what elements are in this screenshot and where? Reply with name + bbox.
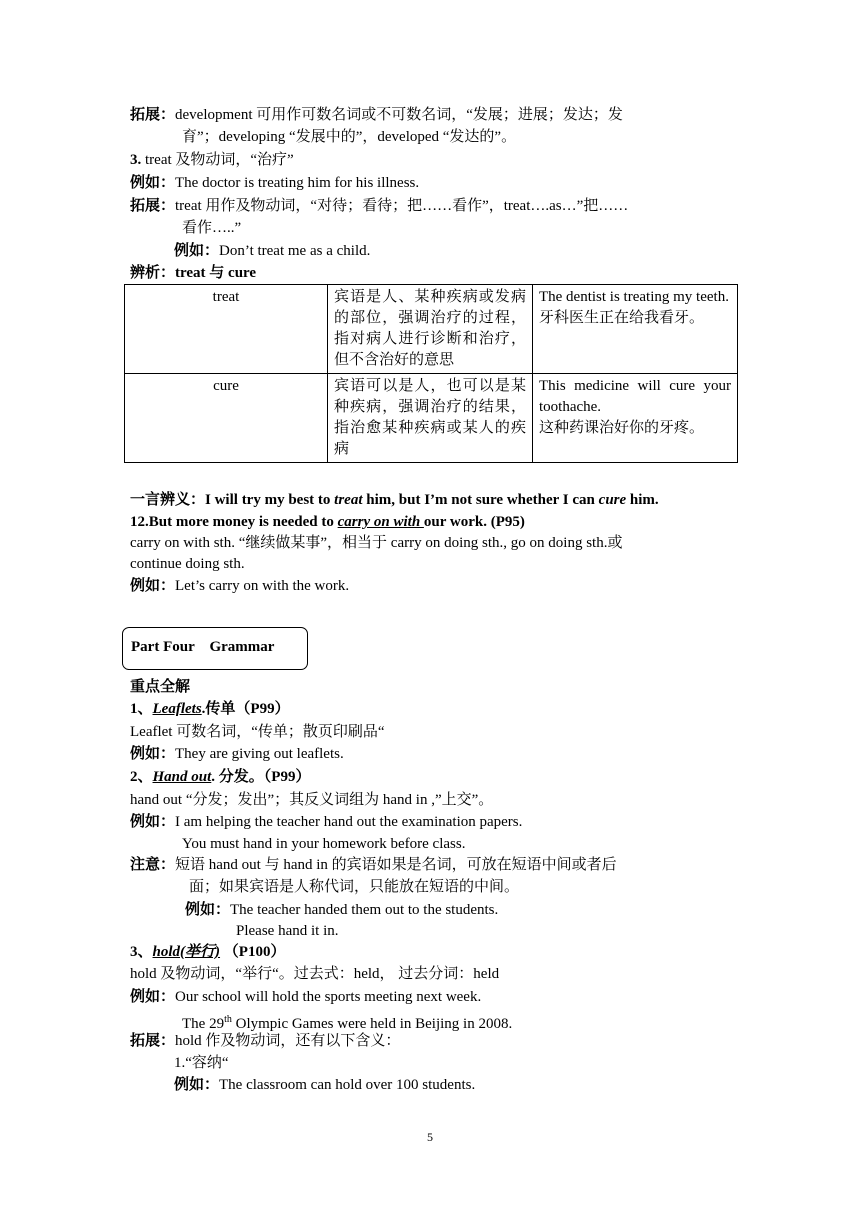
grammar-item-2-example-1: 例如：I am helping the teacher hand out the examination papers. xyxy=(130,814,523,830)
item-3-extension-line-2: 看作…..” xyxy=(182,220,242,236)
item-3-extension-example: 例如：Don’t treat me as a child. xyxy=(174,243,371,259)
extension-line-2: 育”；developing “发展中的”，developed “发达的”。 xyxy=(182,129,517,145)
table-cell-word: cure xyxy=(125,374,328,463)
item-3-heading: 3. treat 及物动词，“治疗” xyxy=(130,152,294,168)
part-four-box xyxy=(122,627,308,670)
comparison-heading: 辨析：treat 与 cure xyxy=(130,265,257,281)
key-points-heading: 重点全解 xyxy=(130,679,191,695)
item-3-extension-line-1: 拓展：treat 用作及物动词，“对待；看待；把……看作”，treat….as…”把…… xyxy=(130,198,629,214)
grammar-item-2-definition: hand out “分发；发出”；其反义词组为 hand in ,”上交”。 xyxy=(130,792,494,808)
grammar-item-2-note-line-2: 面；如果宾语是人称代词，只能放在短语的中间。 xyxy=(189,879,520,895)
yiyan-line: 一言辨义：I will try my best to treat him, but I’m not sure whether I can cure him. xyxy=(130,492,659,508)
table-row xyxy=(125,374,738,463)
table-cell-word: treat xyxy=(125,285,328,374)
grammar-item-3-sub-1: 1.“容纳“ xyxy=(174,1055,229,1071)
grammar-item-3-example-2: The 29th Olympic Games were held in Beijing in 2008. xyxy=(182,1014,513,1032)
table-cell-example: The dentist is treating my teeth. 牙科医生正在给我看牙。 xyxy=(532,285,737,374)
grammar-item-1-example: 例如：They are giving out leaflets. xyxy=(130,746,344,762)
table-cell-explanation: 宾语是人、某种疾病或发病的部位，强调治疗的过程，指对病人进行诊断和治疗，但不含治好的意思 xyxy=(327,285,532,374)
table-cell-explanation: 宾语可以是人，也可以是某种疾病，强调治疗的结果，指治愈某种疾病或某人的疾病 xyxy=(327,374,532,463)
grammar-item-2-note-example-2: Please hand it in. xyxy=(236,923,339,939)
grammar-item-1-heading: 1、Leaflets.传单（P99） xyxy=(130,701,290,717)
grammar-item-3-extension: 拓展：hold 作及物动词，还有以下含义： xyxy=(130,1033,401,1049)
page-number: 5 xyxy=(427,1130,433,1144)
item-12-definition-line-1: carry on with sth. “继续做某事”，相当于 carry on doing sth., go on doing sth.或 xyxy=(130,535,623,551)
grammar-item-2-example-2: You must hand in your homework before class. xyxy=(182,836,466,852)
grammar-item-3-definition: hold 及物动词，“举行“。过去式：held， 过去分词：held xyxy=(130,966,500,982)
grammar-item-2-note-example-1: 例如：The teacher handed them out to the students. xyxy=(185,902,499,918)
grammar-item-3-heading: 3、hold(举行) （P100） xyxy=(130,944,286,960)
item-12-heading: 12.But more money is needed to carry on with our work. (P95) xyxy=(130,514,525,530)
grammar-item-3-example-1: 例如：Our school will hold the sports meeting next week. xyxy=(130,989,482,1005)
grammar-item-2-note-line-1: 注意：短语 hand out 与 hand in 的宾语如果是名词，可放在短语中间或者后 xyxy=(130,857,617,873)
grammar-item-2-heading: 2、Hand out. 分发。（P99） xyxy=(130,769,311,785)
extension-line-1: 拓展：development 可用作可数名词或不可数名词，“发展；进展；发达；发 xyxy=(130,107,623,123)
comparison-table xyxy=(124,284,738,463)
item-12-definition-line-2: continue doing sth. xyxy=(130,556,245,572)
item-3-example: 例如：The doctor is treating him for his illness. xyxy=(130,175,420,191)
item-12-example: 例如：Let’s carry on with the work. xyxy=(130,578,350,594)
part-four-title: Part Four Grammar xyxy=(131,639,275,655)
grammar-item-1-definition: Leaflet 可数名词，“传单；散页印刷品“ xyxy=(130,724,385,740)
table-row xyxy=(125,285,738,374)
grammar-item-3-sub-1-example: 例如：The classroom can hold over 100 students. xyxy=(174,1077,476,1093)
table-cell-example: This medicine will cure your toothache. 这种药课治好你的牙疼。 xyxy=(532,374,737,463)
